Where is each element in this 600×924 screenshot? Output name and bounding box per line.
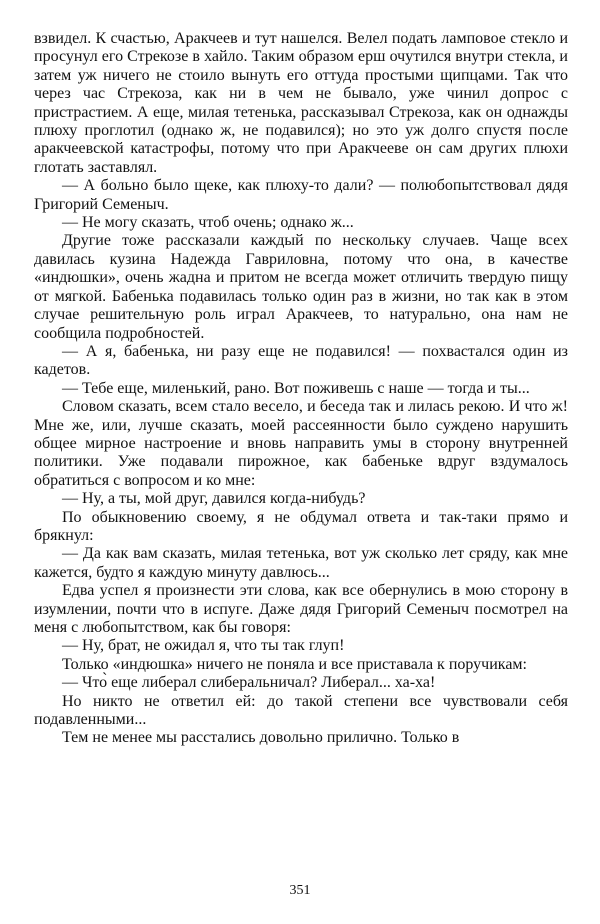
paragraph: — Тебе еще, миленький, рано. Вот поживешь с наше — тогда и ты... xyxy=(62,379,530,397)
paragraph: взвидел. К счастью, Аракчеев и тут нашелся. Велел подать ламповое стекло и просунул его Стрекозе в хайло. Таким образом ерш очутился внутри стекла, и затем уж ничего не стоило вынуть его оттуда простыми щипцами. Так что через час Стрекоза, как ни в чем не бывало, уже чинил допрос с пристрастием. А еще, милая тетенька, рассказывал Стрекоза, как он однажды плюху проглотил (однако ж, не подавился); но это уж долго спустя после аракчеевской катастрофы, потому что при Аракчееве он сам других плюхи глотать заставлял. xyxy=(34,30,568,176)
paragraph: — А я, бабенька, ни разу еще не подавился! — похвастался один из кадетов. xyxy=(34,342,568,379)
paragraph: — А больно было щеке, как плюху-то дали? — полюбопытствовал дядя Григорий Семеныч. xyxy=(34,177,568,213)
paragraph: По обыкновению своему, я не обдумал ответа и так-таки прямо и брякнул: xyxy=(34,508,568,544)
paragraph: Только «индюшка» ничего не поняла и все приставала к поручикам: xyxy=(62,655,527,673)
page-number: 351 xyxy=(289,883,311,898)
paragraph: Другие тоже рассказали каждый по нескольку случаев. Чаще всех давилась кузина Надежда Гавриловна, потому что она, в качестве «индюшки», очень жадна и притом не всегда может отличить твердую пищу от мягкой. Бабенька подавилась только один раз в жизни, но так как в этом случае решительную роль играл Аракчеев, то натурально, она нам не сообщила подробностей. xyxy=(34,232,568,342)
body-text xyxy=(34,30,568,748)
paragraph: Словом сказать, всем стало весело, и беседа так и лилась рекою. И что ж! Мне же, или, лучше сказать, моей рассеянности было суждено нарушить общее мирное настроение и вновь направить умы в сторону внутренней политики. Уже подавали пирожное, как бабеньке вдруг вздумалось обратиться с вопросом и ко мне: xyxy=(34,398,568,489)
paragraph: — Что̀ еще либерал слиберальничал? Либерал... ха-ха! xyxy=(62,674,436,692)
paragraph: — Ну, а ты, мой друг, давился когда-нибудь? xyxy=(62,490,366,508)
paragraph: — Да как вам сказать, милая тетенька, вот уж сколько лет сряду, как мне кажется, будто я каждую минуту давлюсь... xyxy=(34,545,568,581)
paragraph: — Ну, брат, не ожидал я, что ты так глуп! xyxy=(62,637,345,655)
paragraph: — Не могу сказать, чтоб очень; однако ж... xyxy=(62,214,354,232)
paragraph: Но никто не ответил ей: до такой степени все чувствовали себя подавленными... xyxy=(34,692,568,729)
paragraph: Едва успел я произнести эти слова, как все обернулись в мою сторону в изумлении, почти что в испуге. Даже дядя Григорий Семеныч посмотрел на меня с любопытством, как бы говоря: xyxy=(34,582,568,636)
paragraph: Тем не менее мы расстались довольно прилично. Только в xyxy=(62,729,460,747)
